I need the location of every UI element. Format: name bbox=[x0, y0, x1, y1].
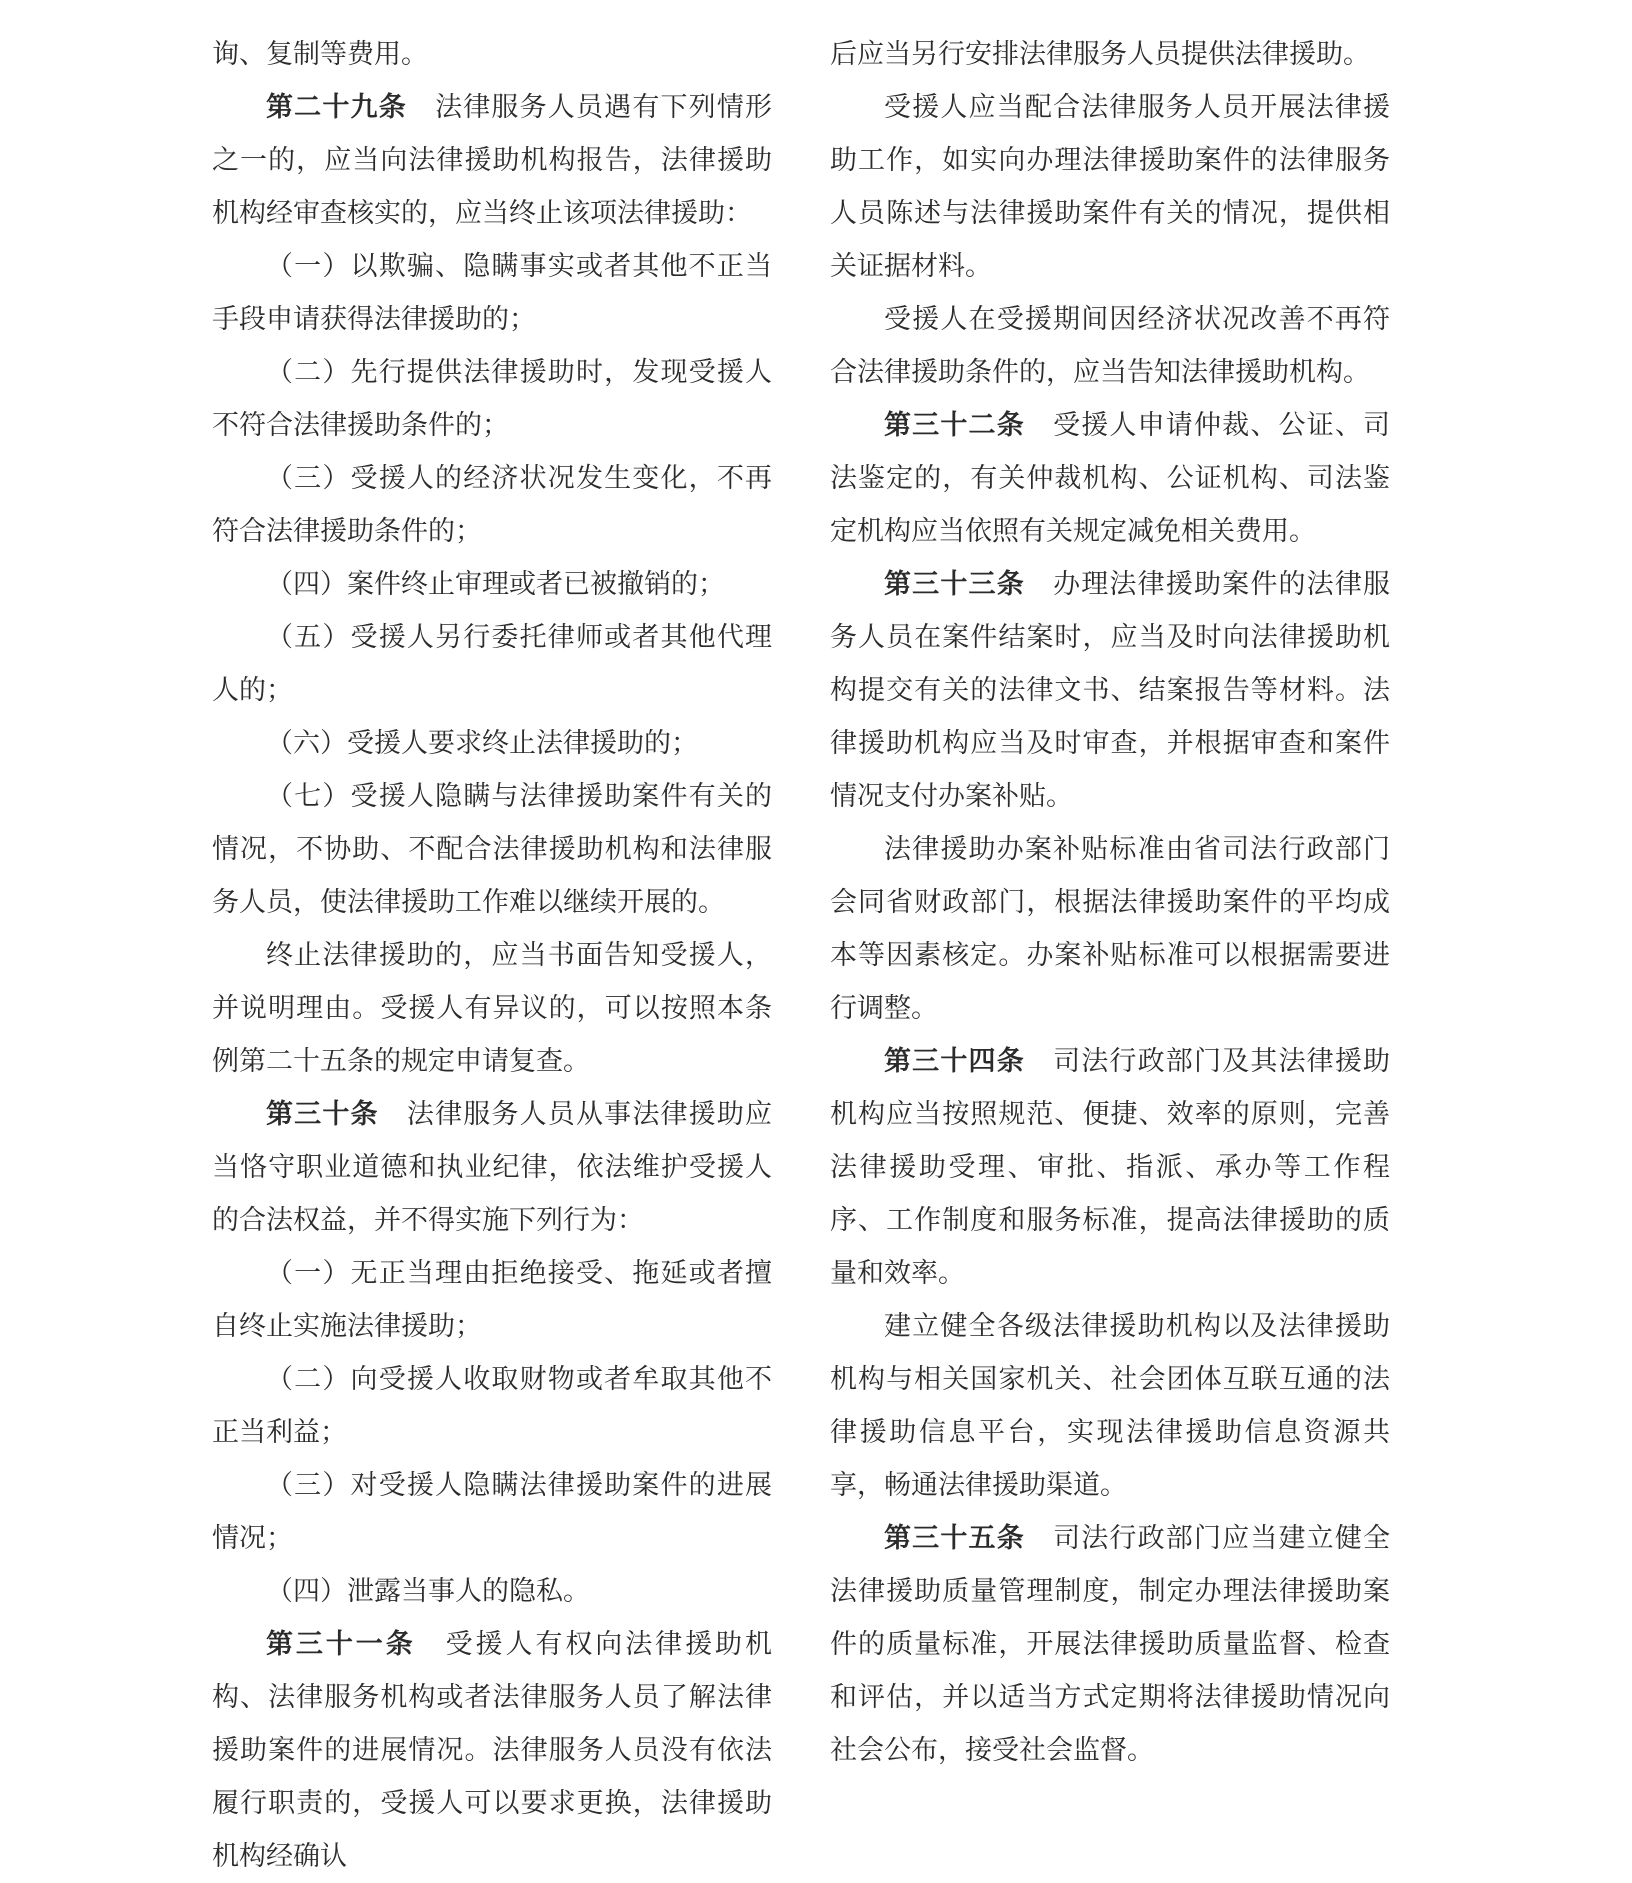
paragraph bbox=[212, 558, 772, 611]
article-number: 第三十五条 bbox=[884, 1523, 1025, 1554]
paragraph-text: （三）受援人的经济状况发生变化，不再符合法律援助条件的； bbox=[212, 463, 772, 547]
paragraph bbox=[212, 28, 772, 81]
paragraph-text: （四）案件终止审理或者已被撤销的； bbox=[266, 569, 725, 600]
paragraph bbox=[830, 81, 1390, 293]
article-number: 第三十三条 bbox=[884, 569, 1025, 600]
paragraph bbox=[212, 1247, 772, 1353]
paragraph-text: 受援人在受援期间因经济状况改善不再符合法律援助条件的，应当告知法律援助机构。 bbox=[830, 304, 1390, 388]
paragraph bbox=[212, 1565, 772, 1618]
paragraph bbox=[212, 1353, 772, 1459]
paragraph-text: 法律服务人员遇有下列情形之一的，应当向法律援助机构报告，法律援助机构经审查核实的，应当终止该项法律援助： bbox=[212, 92, 773, 229]
paragraph bbox=[212, 346, 772, 452]
paragraph-text: （一）无正当理由拒绝接受、拖延或者擅自终止实施法律援助； bbox=[212, 1258, 772, 1342]
paragraph bbox=[212, 717, 772, 770]
paragraph-text: 受援人应当配合法律服务人员开展法律援助工作，如实向办理法律援助案件的法律服务人员陈述与法律援助案件有关的情况，提供相关证据材料。 bbox=[830, 92, 1390, 282]
paragraph-text: （七）受援人隐瞒与法律援助案件有关的情况，不协助、不配合法律援助机构和法律服务人员，使法律援助工作难以继续开展的。 bbox=[212, 781, 772, 918]
paragraph-text: 询、复制等费用。 bbox=[212, 39, 428, 70]
paragraph-text: 终止法律援助的，应当书面告知受援人，并说明理由。受援人有异议的，可以按照本条例第二十五条的规定申请复查。 bbox=[212, 940, 772, 1077]
article-number: 第三十二条 bbox=[884, 410, 1025, 441]
left-column bbox=[212, 28, 772, 1883]
paragraph-text: （一）以欺骗、隐瞒事实或者其他不正当手段申请获得法律援助的； bbox=[212, 251, 772, 335]
paragraph bbox=[212, 452, 772, 558]
paragraph-text: 法律援助办案补贴标准由省司法行政部门会同省财政部门，根据法律援助案件的平均成本等因素核定。办案补贴标准可以根据需要进行调整。 bbox=[830, 834, 1390, 1024]
paragraph-text: 后应当另行安排法律服务人员提供法律援助。 bbox=[830, 39, 1370, 70]
paragraph-text: （二）先行提供法律援助时，发现受援人不符合法律援助条件的； bbox=[212, 357, 772, 441]
paragraph-text: 建立健全各级法律援助机构以及法律援助机构与相关国家机关、社会团体互联互通的法律援助信息平台，实现法律援助信息资源共享，畅通法律援助渠道。 bbox=[830, 1311, 1390, 1501]
paragraph-text: 办理法律援助案件的法律服务人员在案件结案时，应当及时向法律援助机构提交有关的法律文书、结案报告等材料。法律援助机构应当及时审查，并根据审查和案件情况支付办案补贴。 bbox=[830, 569, 1391, 812]
paragraph-text: 司法行政部门应当建立健全法律援助质量管理制度，制定办理法律援助案件的质量标准，开展法律援助质量监督、检查和评估，并以适当方式定期将法律援助情况向社会公布，接受社会监督。 bbox=[830, 1523, 1391, 1766]
paragraph-text: （二）向受援人收取财物或者牟取其他不正当利益； bbox=[212, 1364, 772, 1448]
paragraph bbox=[830, 28, 1390, 81]
paragraph bbox=[212, 770, 772, 929]
article-number: 第三十条 bbox=[266, 1099, 379, 1130]
article-paragraph bbox=[830, 1512, 1390, 1777]
paragraph bbox=[212, 611, 772, 717]
right-column bbox=[830, 28, 1390, 1777]
article-number: 第三十一条 bbox=[266, 1629, 416, 1660]
article-paragraph bbox=[830, 1035, 1390, 1300]
paragraph bbox=[212, 929, 772, 1088]
article-paragraph bbox=[212, 1088, 772, 1247]
paragraph-text: 法律服务人员从事法律援助应当恪守职业道德和执业纪律，依法维护受援人的合法权益，并不得实施下列行为： bbox=[212, 1099, 773, 1236]
article-paragraph bbox=[212, 1618, 772, 1883]
paragraph bbox=[830, 823, 1390, 1035]
article-paragraph bbox=[830, 399, 1390, 558]
paragraph-text: （六）受援人要求终止法律援助的； bbox=[266, 728, 698, 759]
paragraph-text: （五）受援人另行委托律师或者其他代理人的； bbox=[212, 622, 772, 706]
article-paragraph bbox=[830, 558, 1390, 823]
paragraph bbox=[212, 1459, 772, 1565]
paragraph-text: 受援人有权向法律援助机构、法律服务机构或者法律服务人员了解法律援助案件的进展情况。法律服务人员没有依法履行职责的，受援人可以要求更换，法律援助机构经确认 bbox=[212, 1629, 772, 1872]
article-paragraph bbox=[212, 81, 772, 240]
paragraph bbox=[830, 1300, 1390, 1512]
paragraph-text: （三）对受援人隐瞒法律援助案件的进展情况； bbox=[212, 1470, 772, 1554]
paragraph bbox=[830, 293, 1390, 399]
paragraph bbox=[212, 240, 772, 346]
paragraph-text: 司法行政部门及其法律援助机构应当按照规范、便捷、效率的原则，完善法律援助受理、审批、指派、承办等工作程序、工作制度和服务标准，提高法律援助的质量和效率。 bbox=[830, 1046, 1391, 1289]
paragraph-text: （四）泄露当事人的隐私。 bbox=[266, 1576, 590, 1607]
article-number: 第三十四条 bbox=[884, 1046, 1025, 1077]
article-number: 第二十九条 bbox=[266, 92, 407, 123]
paragraph-text: 受援人申请仲裁、公证、司法鉴定的，有关仲裁机构、公证机构、司法鉴定机构应当依照有关规定减免相关费用。 bbox=[830, 410, 1391, 547]
